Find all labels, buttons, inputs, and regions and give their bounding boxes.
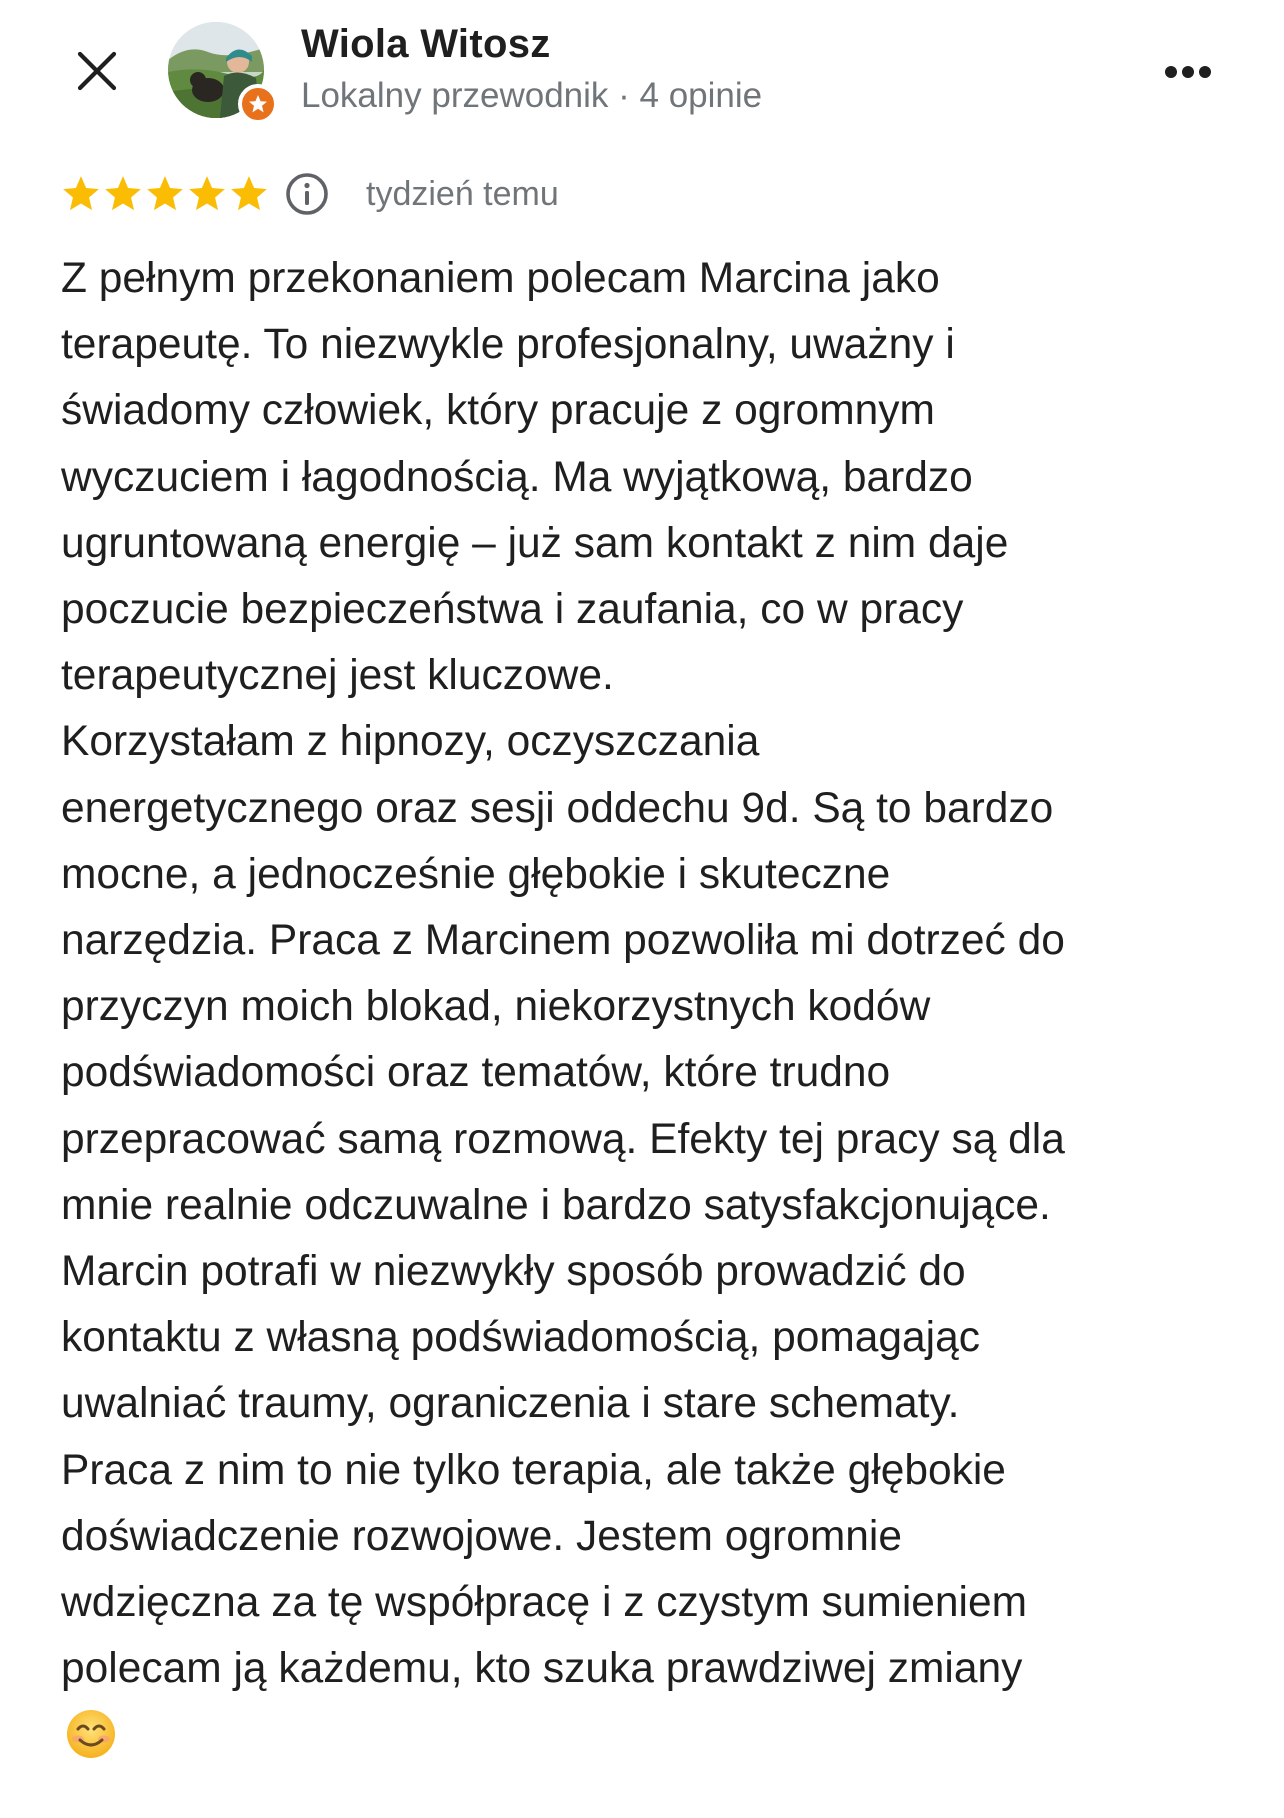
review-text-line: przyczyn moich blokad, niekorzystnych kodów bbox=[61, 983, 931, 1031]
star-rating bbox=[60, 173, 270, 215]
review-text-line: Marcin potrafi w niezwykły sposób prowadzić do bbox=[61, 1248, 966, 1296]
review-text-line: polecam ją każdemu, kto szuka prawdziwej zmiany bbox=[61, 1645, 1023, 1693]
review-text-line: mnie realnie odczuwalne i bardzo satysfakcjonujące. bbox=[61, 1181, 1051, 1229]
star-icon bbox=[102, 173, 144, 215]
author-meta: Lokalny przewodnik · 4 opinie bbox=[301, 76, 763, 115]
review-text-line: wdzięczna za tę współpracę i z czystym sumieniem bbox=[61, 1579, 1028, 1627]
review-text-line: Z pełnym przekonaniem polecam Marcina jako bbox=[61, 255, 940, 302]
review-text-line: doświadczenie rozwojowe. Jestem ogromnie bbox=[61, 1512, 902, 1560]
smiling-face-icon bbox=[65, 1708, 117, 1760]
star-icon bbox=[144, 173, 186, 215]
review-text-line: kontaktu z własną podświadomością, pomagając bbox=[61, 1314, 980, 1362]
author-name[interactable]: Wiola Witosz bbox=[301, 22, 551, 66]
more-horiz-icon bbox=[1164, 65, 1212, 79]
review-text-line: świadomy człowiek, który pracuje z ogromnym bbox=[61, 387, 935, 435]
smiling-face-emoji bbox=[61, 1708, 1261, 1774]
review-header bbox=[0, 0, 1284, 150]
review-text-line: przepracować samą rozmową. Efekty tej pracy są dla bbox=[61, 1115, 1065, 1163]
review-text-line: Praca z nim to nie tylko terapia, ale także głębokie bbox=[61, 1446, 1006, 1494]
more-options-button[interactable] bbox=[1156, 48, 1220, 96]
review-text-line: terapeutę. To niezwykle profesjonalny, uważny i bbox=[61, 321, 955, 369]
review-text-line: Korzystałam z hipnozy, oczyszczania bbox=[61, 718, 760, 766]
review-text-line: poczucie bezpieczeństwa i zaufania, co w pracy bbox=[61, 586, 964, 634]
review-text bbox=[61, 246, 1261, 1774]
review-date: tydzień temu bbox=[366, 174, 559, 213]
info-icon bbox=[285, 172, 329, 216]
review-text-line: podświadomości oraz tematów, które trudno bbox=[61, 1049, 891, 1097]
star-icon bbox=[186, 173, 228, 215]
rating-row bbox=[60, 166, 559, 222]
review-text-line: wyczuciem i łagodnością. Ma wyjątkową, bardzo bbox=[61, 453, 973, 501]
review-text-line: energetycznego oraz sesji oddechu 9d. Są to bardzo bbox=[61, 784, 1054, 832]
review-text-line: mocne, a jednocześnie głębokie i skuteczne bbox=[61, 850, 891, 898]
review-text-line: ugruntowaną energię – już sam kontakt z nim daje bbox=[61, 519, 1009, 567]
star-icon bbox=[60, 173, 102, 215]
close-button[interactable] bbox=[68, 42, 126, 100]
local-guide-badge-icon bbox=[248, 94, 268, 114]
local-guide-badge bbox=[238, 84, 278, 124]
close-icon bbox=[77, 51, 117, 91]
review-text-line: uwalniać traumy, ograniczenia i stare schematy. bbox=[61, 1380, 960, 1428]
star-icon bbox=[228, 173, 270, 215]
info-button[interactable] bbox=[284, 171, 330, 217]
review-text-line: terapeutycznej jest kluczowe. bbox=[61, 652, 614, 700]
review-text-line: narzędzia. Praca z Marcinem pozwoliła mi dotrzeć do bbox=[61, 917, 1065, 965]
